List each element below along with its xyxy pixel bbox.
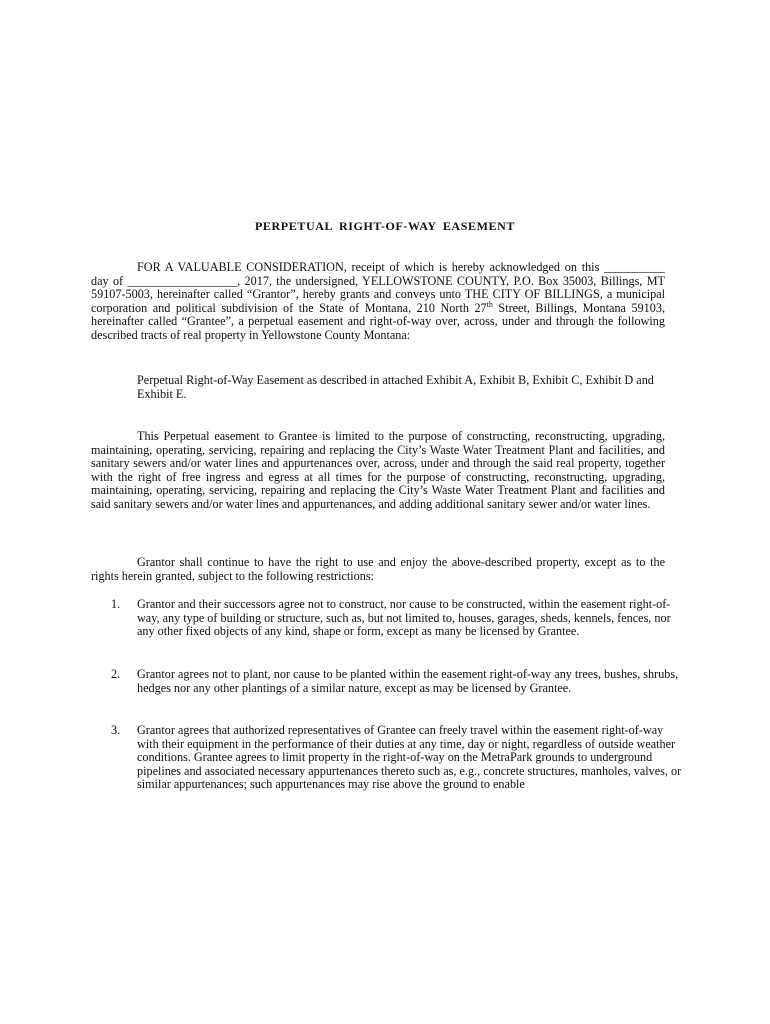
opening-paragraph [91,261,665,343]
opening-paragraph-text-a: FOR A VALUABLE CONSIDERATION, receipt of which is hereby acknowledged on this __________ day of __________________, 2017, the undersigned, YELLOWSTONE COUNTY, P.O. Box 35003, Billings, MT 59107-5003, hereinafter called “Grantor”, hereby grants and conveys unto THE CITY OF BILLINGS, a municipal corporation and political subdivision of the State of Montana, 210 North 27 [91,260,665,315]
grantor-rights-paragraph: Grantor shall continue to have the right to use and enjoy the above-described property, except as to the rights herein granted, subject to the following restrictions: [91,555,665,583]
exhibit-reference-paragraph: Perpetual Right-of-Way Easement as described in attached Exhibit A, Exhibit B, Exhibit C, Exhibit D and Exhibit E. [137,373,654,401]
list-number: 2. [111,667,121,681]
list-item-text: Grantor and their successors agree not to construct, nor cause to be constructed, within the easement right-of-way, any type of building or structure, such as, but not limited to, houses, garages, sheds, kennels, fences, nor any other fixed objects of any kind, shape or form, except as many be licensed by Grantee. [137,597,671,639]
restriction-item-3 [91,724,685,808]
list-item-text: Grantor agrees not to plant, nor cause to be planted within the easement right-of-way any trees, bushes, shrubs, hedges nor any other plantings of a similar nature, except as may be licensed by Grantee. [137,667,679,695]
document-title: PERPETUAL RIGHT-OF-WAY EASEMENT [255,219,515,233]
restriction-item-1 [91,598,685,639]
restriction-item-2 [91,668,685,695]
ordinal-suffix: th [486,299,493,309]
opening-paragraph-text-b: Street, Billings, Montana 59103, hereinafter called “Grantee”, a perpetual easement and right-of-way over, across, under and through the following described tracts of real property in Yellowstone County Montana: [91,300,665,342]
list-number: 1. [111,597,121,611]
list-item-text: Grantor agrees that authorized representatives of Grantee can freely travel within the easement right-of-way with their equipment in the performance of their duties at any time, day or night, regardless of outside weather conditions. Grantee agrees to limit property in the right-of-way on the MetraPark grounds to underground pipelines and associated necessary appurtenances thereto such as, e.g., concrete structures, manholes, valves, or similar appurtenances; such appurtenances may rise above the ground to enable [137,724,682,792]
list-number: 3. [111,724,121,737]
easement-purpose-paragraph: This Perpetual easement to Grantee is limited to the purpose of constructing, reconstructing, upgrading, maintaining, operating, servicing, repairing and replacing the City’s Waste Water Treatment Plant and facilities, and sanitary sewers and/or water lines and appurtenances over, across, under and through the said real property, together with the right of free ingress and egress at all times for the purpose of constructing, reconstructing, upgrading, maintaining, operating, servicing, repairing and replacing the City’s Waste Water Treatment Plant and facilities and said sanitary sewers and/or water lines and appurtenances, and adding additional sanitary sewer and/or water lines. [91,429,665,511]
